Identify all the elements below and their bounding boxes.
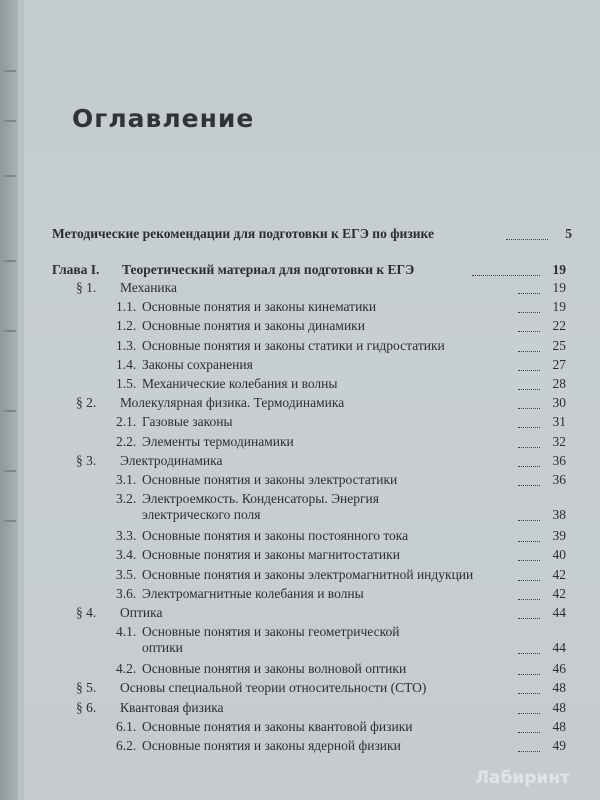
toc-leader-dots bbox=[518, 417, 540, 428]
toc-entry-number: § 1. bbox=[76, 280, 97, 295]
toc-leader-dots bbox=[518, 643, 540, 654]
toc-entry-number: 6.1. bbox=[116, 718, 137, 734]
toc-entry-page: 42 bbox=[552, 566, 566, 582]
toc-entry-number: § 4. bbox=[76, 605, 97, 620]
toc-intro-page: 5 bbox=[565, 226, 572, 241]
toc-entry-number: 1.3. bbox=[116, 337, 137, 353]
toc-entry-number: 3.1. bbox=[116, 472, 137, 487]
toc-entry-page: 32 bbox=[552, 433, 566, 449]
toc-entry-number: 3.4. bbox=[116, 547, 137, 563]
toc-leader-dots bbox=[518, 302, 540, 313]
toc-entry-number: § 5. bbox=[76, 680, 97, 696]
toc-entry-number: 1.1. bbox=[116, 299, 137, 315]
toc-entry-number: 6.2. bbox=[116, 738, 137, 753]
toc-entry-page: 48 bbox=[552, 718, 566, 734]
toc-leader-dots bbox=[518, 531, 540, 542]
toc-entry-title-continued: электрического поля bbox=[142, 507, 261, 523]
toc-entry-title: Квантовая физика bbox=[120, 699, 224, 715]
toc-entry-title: Основные понятия и законы квантовой физики bbox=[142, 718, 413, 734]
toc-leader-dots bbox=[518, 550, 540, 561]
toc-entry-number: 2.2. bbox=[116, 433, 137, 449]
toc-entry-page: 28 bbox=[552, 376, 566, 391]
toc-entry-page: 31 bbox=[552, 414, 566, 430]
toc-entry-number: § 2. bbox=[76, 395, 97, 411]
toc-entry-number: § 3. bbox=[76, 452, 97, 468]
toc-leader-dots bbox=[472, 265, 540, 276]
toc-entry-number: 3.3. bbox=[116, 528, 137, 544]
toc-entry-number: 1.5. bbox=[116, 376, 137, 391]
toc-chapter-page: 19 bbox=[552, 262, 566, 277]
toc-leader-dots bbox=[518, 321, 540, 332]
toc-leader-dots bbox=[518, 510, 540, 521]
toc-entry-page: 42 bbox=[552, 585, 566, 601]
toc-entry-number: 3.2. bbox=[116, 491, 137, 507]
toc-entry-title: Основные понятия и законы динамики bbox=[142, 318, 365, 334]
toc-leader-dots bbox=[518, 722, 540, 733]
toc-entry-page: 27 bbox=[552, 356, 566, 372]
toc-entry-title: Электродинамика bbox=[120, 452, 223, 468]
toc-leader-dots bbox=[518, 341, 540, 352]
toc-entry-title: Законы сохранения bbox=[142, 356, 253, 372]
toc-entry-number: § 6. bbox=[76, 699, 97, 715]
toc-leader-dots bbox=[518, 683, 540, 694]
toc-entry-title: Молекулярная физика. Термодинамика bbox=[120, 395, 345, 411]
toc-entry-title-continued: оптики bbox=[142, 640, 183, 656]
toc-leader-dots bbox=[506, 229, 548, 240]
toc-leader-dots bbox=[518, 360, 540, 371]
toc-entry-page: 44 bbox=[552, 605, 566, 620]
toc-entry-title: Оптика bbox=[120, 605, 163, 620]
toc-entry-page: 19 bbox=[552, 280, 566, 295]
toc-leader-dots bbox=[518, 379, 540, 390]
toc-entry-number: 3.6. bbox=[116, 585, 137, 601]
toc-entry-number: 1.4. bbox=[116, 356, 137, 372]
toc-entry-page: 48 bbox=[552, 699, 566, 715]
toc-entry-page: 44 bbox=[552, 640, 566, 656]
toc-entry-title: Электроемкость. Конденсаторы. Энергия bbox=[142, 491, 379, 507]
toc-entry-number: 4.2. bbox=[116, 661, 137, 677]
toc-leader-dots bbox=[518, 589, 540, 600]
toc-entry-number: 2.1. bbox=[116, 414, 137, 430]
toc-leader-dots bbox=[518, 283, 540, 294]
toc-entry-page: 19 bbox=[552, 299, 566, 315]
toc-entry-page: 36 bbox=[552, 472, 566, 487]
toc-entry-title: Основные понятия и законы ядерной физики bbox=[142, 738, 401, 753]
toc-chapter-title: Теоретический материал для подготовки к ЕГЭ bbox=[122, 262, 415, 277]
toc-leader-dots bbox=[518, 608, 540, 619]
toc-entry-title: Основные понятия и законы геометрической bbox=[142, 624, 400, 640]
toc-chapter-label: Глава I. bbox=[52, 262, 100, 277]
toc-entry-number: 4.1. bbox=[116, 624, 137, 640]
toc-entry-page: 39 bbox=[552, 528, 566, 544]
toc-leader-dots bbox=[518, 437, 540, 448]
toc-leader-dots bbox=[518, 398, 540, 409]
toc-entry-number: 1.2. bbox=[116, 318, 137, 334]
toc-entry-title: Основные понятия и законы электростатики bbox=[142, 472, 398, 487]
toc-entry-page: 36 bbox=[552, 452, 566, 468]
toc-entry-number: 3.5. bbox=[116, 566, 137, 582]
toc-entry-title: Элементы термодинамики bbox=[142, 433, 294, 449]
toc-entry-page: 49 bbox=[552, 738, 566, 753]
toc-leader-dots bbox=[518, 475, 540, 486]
toc-entry-title: Основные понятия и законы постоянного тока bbox=[142, 528, 409, 544]
toc-entry-page: 48 bbox=[552, 680, 566, 696]
toc-entry-title: Электромагнитные колебания и волны bbox=[142, 585, 364, 601]
toc-entry-page: 30 bbox=[552, 395, 566, 411]
toc-leader-dots bbox=[518, 664, 540, 675]
book-spine bbox=[0, 0, 18, 800]
toc-entry-title: Основные понятия и законы статики и гидростатики bbox=[142, 337, 445, 353]
toc-leader-dots bbox=[518, 703, 540, 714]
toc-entry-title: Основные понятия и законы магнитостатики bbox=[142, 547, 400, 563]
toc-entry-title: Механика bbox=[120, 280, 177, 295]
toc-leader-dots bbox=[518, 741, 540, 752]
toc-entry-page: 22 bbox=[552, 318, 566, 334]
toc-entry-page: 46 bbox=[552, 661, 566, 677]
toc-entry-page: 25 bbox=[552, 337, 566, 353]
watermark-logo: Лабиринт bbox=[474, 768, 570, 788]
toc-intro-text: Методические рекомендации для подготовки к ЕГЭ по физике bbox=[52, 226, 434, 241]
page-title: Оглавление bbox=[72, 104, 255, 133]
toc-entry-title: Газовые законы bbox=[142, 414, 233, 430]
toc-entry-title: Основные понятия и законы электромагнитной индукции bbox=[142, 566, 474, 582]
toc-leader-dots bbox=[518, 570, 540, 581]
toc-leader-dots bbox=[518, 456, 540, 467]
toc-entry-title: Основы специальной теории относительности (СТО) bbox=[120, 680, 427, 696]
toc-entry-title: Основные понятия и законы волновой оптики bbox=[142, 661, 407, 677]
toc-entry-page: 38 bbox=[552, 507, 566, 523]
toc-entry-title: Механические колебания и волны bbox=[142, 376, 338, 391]
book-page bbox=[24, 0, 600, 800]
toc-entry-title: Основные понятия и законы кинематики bbox=[142, 299, 377, 315]
toc-entry-page: 40 bbox=[552, 547, 566, 563]
